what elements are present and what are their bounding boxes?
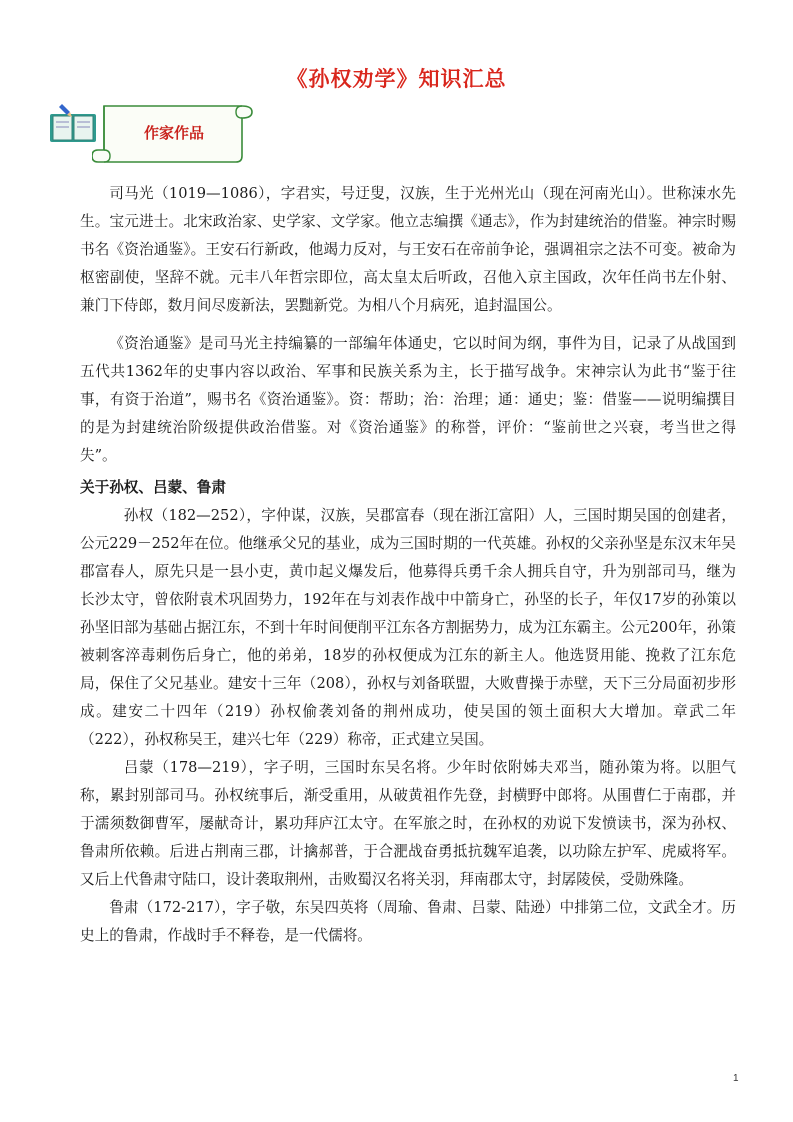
section-heading: 关于孙权、吕蒙、鲁肃 bbox=[80, 479, 226, 496]
banner-label: 作家作品 bbox=[144, 124, 205, 142]
paragraph-zizhi-tongjian: 《资治通鉴》是司马光主持编纂的一部编年体通史，它以时间为纲，事件为目，记录了从战国到五代共1362年的史事内容以政治、军事和民族关系为主，长于描写战争。宋神宗认为此书“鉴于往事，有资于治道”，赐书名《资治通鉴》。资：帮助；治：治理；通：通史；鉴：借鉴——说明编撰目的是为封建统治阶级提供政治借鉴。对《资治通鉴》的称誉，评价：“鉴前世之兴衰，考当世之得失”。 bbox=[80, 335, 736, 464]
paragraph-sima-guang: 司马光（1019—1086），字君实，号迂叟，汉族，生于光州光山（现在河南光山）。世称涑水先生。宝元进士。北宋政治家、史学家、文学家。他立志编撰《通志》，作为封建统治的借鉴。神宗时赐书名《资治通鉴》。王安石行新政，他竭力反对，与王安石在帝前争论，强调祖宗之法不可变。被命为枢密副使，坚辞不就。元丰八年哲宗即位，高太皇太后听政，召他入京主国政，次年任尚书左仆射、兼门下侍郎，数月间尽废新法，罢黜新党。为相八个月病死，追封温国公。 bbox=[80, 185, 736, 314]
paragraph-sun-quan: 孙权（182—252），字仲谋，汉族，吴郡富春（现在浙江富阳）人，三国时期吴国的创建者，公元229－252年在位。他继承父兄的基业，成为三国时期的一代英雄。孙权的父亲孙坚是东汉末年吴郡富春人，原先只是一县小吏，黄巾起义爆发后，他募得兵勇千余人拥兵自守，升为别部司马，继为长沙太守，曾依附袁术巩固势力，192年在与刘表作战中中箭身亡，孙坚的长子，年仅17岁的孙策以孙坚旧部为基础占据江东，不到十年时间便削平江东各方割据势力，成为江东霸主。公元200年，孙策被刺客淬毒刺伤后身亡，他的弟弟，18岁的孙权便成为江东的新主人。他选贤用能、挽救了江东危局，保住了父兄基业。建安十三年（208），孙权与刘备联盟，大败曹操于赤壁，天下三分局面初步形成。建安二十四年（219）孙权偷袭刘备的荆州成功，使吴国的领土面积大大增加。章武二年（222），孙权称吴王，建兴七年（229）称帝，正式建立吴国。 bbox=[80, 507, 736, 748]
paragraph-lu-meng: 吕蒙（178—219），字子明，三国时东吴名将。少年时依附姊夫邓当，随孙策为将。以胆气称，累封别部司马。孙权统事后，渐受重用，从破黄祖作先登，封横野中郎将。从围曹仁于南郡，并于濡须数御曹军，屡献奇计，累功拜庐江太守。在军旅之时，在孙权的劝说下发愤读书，深为孙权、鲁肃所依赖。后进占荆南三郡，计擒郝普，于合淝战奋勇抵抗魏军追袭，以功除左护军、虎威将军。又后上代鲁肃守陆口，设计袭取荆州，击败蜀汉名将关羽，拜南郡太守，封孱陵侯，受勋殊隆。 bbox=[80, 759, 736, 888]
section-banner bbox=[48, 98, 256, 166]
article-body bbox=[80, 180, 736, 950]
page-title: 《孙权劝学》知识汇总 bbox=[286, 67, 507, 91]
paragraph-lu-su: 鲁肃（172-217），字子敬，东吴四英将（周瑜、鲁肃、吕蒙、陆逊）中排第二位，文武全才。历史上的鲁肃，作战时手不释卷，是一代儒将。 bbox=[80, 899, 736, 944]
page-number: 1 bbox=[733, 1073, 739, 1084]
